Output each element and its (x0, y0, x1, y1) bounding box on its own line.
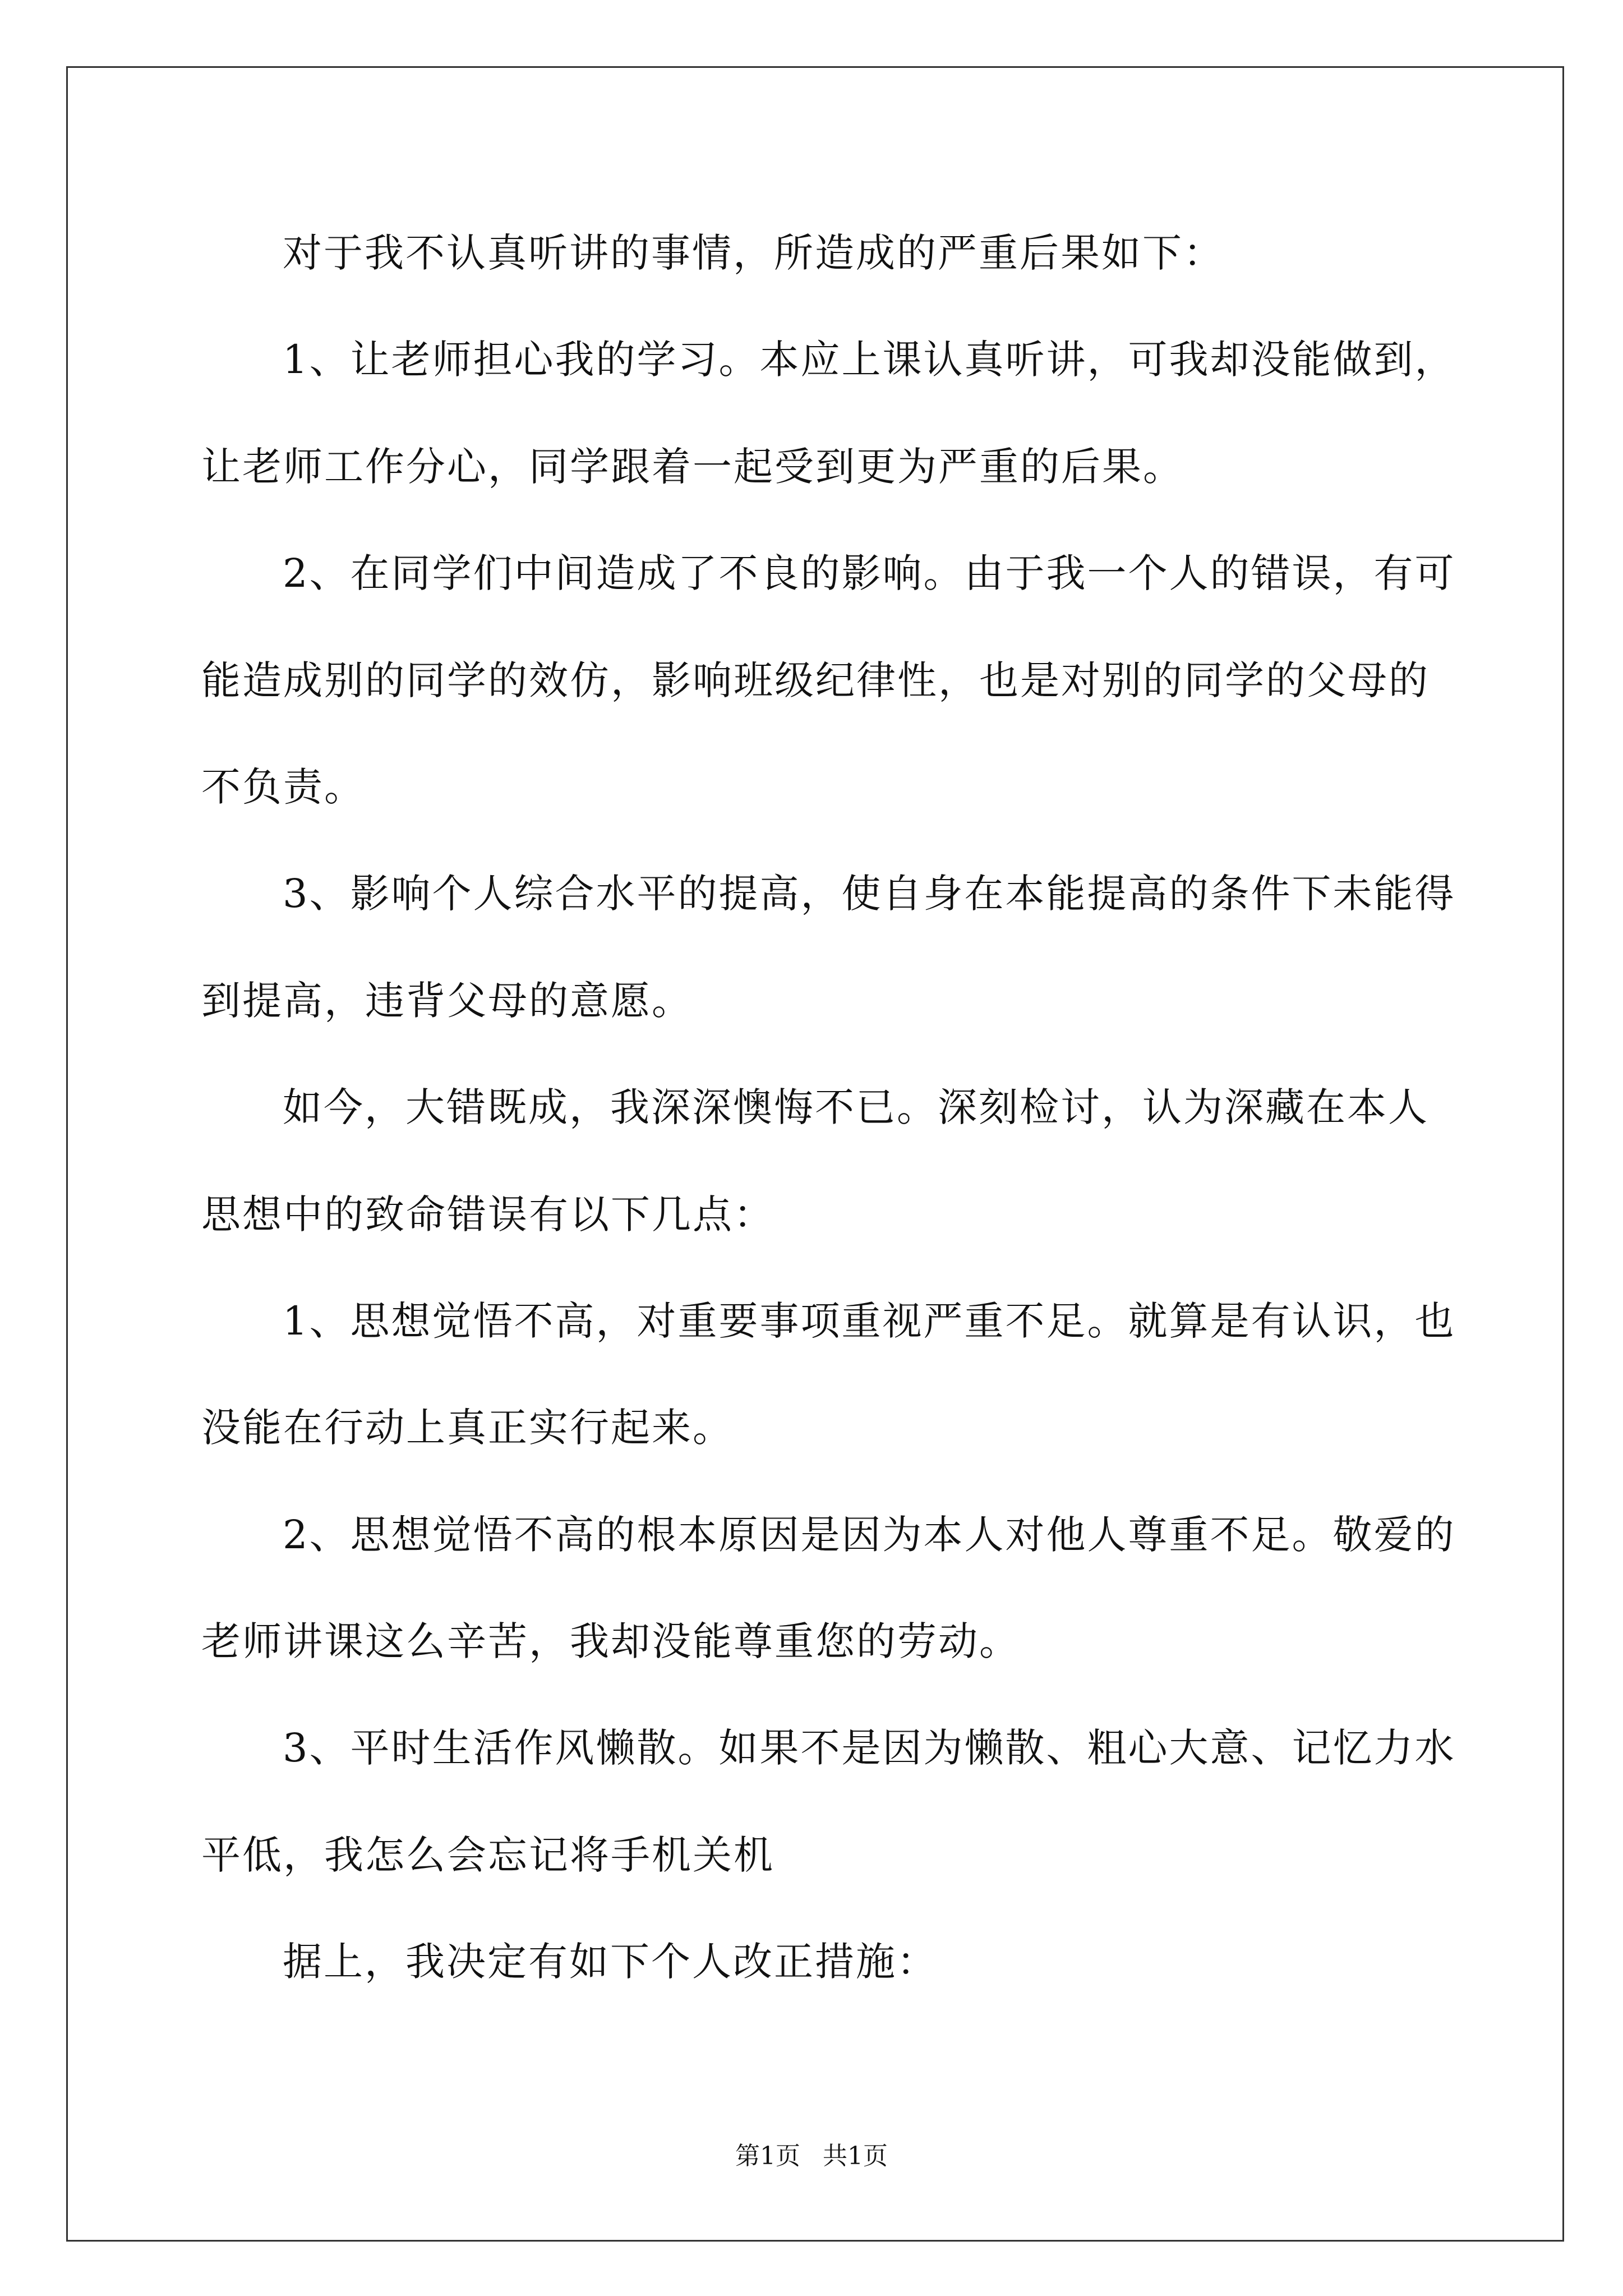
paragraph (201, 1481, 1508, 1695)
paragraph-line: 2、思想觉悟不高的根本原因是因为本人对他人尊重不足。敬爱的 (283, 1511, 1456, 1558)
page-number: 第1页 (735, 2142, 800, 2170)
paragraph-line: 思想中的致命错误有以下几点： (201, 1191, 774, 1237)
paragraph-line: 对于我不认真听讲的事情，所造成的严重后果如下： (283, 230, 1224, 276)
page-total: 共1页 (823, 2142, 888, 2170)
paragraph (201, 1908, 1508, 2015)
page-footer (0, 2141, 1623, 2172)
paragraph-line: 如今，大错既成，我深深懊悔不已。深刻检讨，认为深藏在本人 (283, 1084, 1429, 1131)
paragraph (201, 306, 1508, 520)
paragraph (201, 520, 1508, 840)
paragraph-line: 到提高，违背父母的意愿。 (201, 977, 693, 1024)
paragraph-line: 3、平时生活作风懒散。如果不是因为懒散、粗心大意、记忆力水 (283, 1725, 1456, 1772)
paragraph-line: 不负责。 (201, 763, 365, 810)
paragraph (201, 1268, 1508, 1481)
paragraph (201, 1054, 1508, 1268)
paragraph-line: 让老师工作分心，同学跟着一起受到更为严重的后果。 (201, 443, 1184, 490)
paragraph-line: 2、在同学们中间造成了不良的影响。由于我一个人的错误，有可 (283, 550, 1456, 597)
document-body (201, 200, 1508, 2016)
paragraph-line: 1、让老师担心我的学习。本应上课认真听讲，可我却没能做到， (283, 337, 1456, 383)
paragraph-line: 平低，我怎么会忘记将手机关机 (201, 1832, 774, 1878)
paragraph-line: 没能在行动上真正实行起来。 (201, 1405, 734, 1451)
paragraph-line: 3、影响个人综合水平的提高，使自身在本能提高的条件下未能得 (283, 871, 1456, 917)
paragraph-line: 能造成别的同学的效仿，影响班级纪律性，也是对别的同学的父母的 (201, 657, 1430, 703)
paragraph (201, 200, 1508, 306)
paragraph-line: 老师讲课这么辛苦，我却没能尊重您的劳动。 (201, 1618, 1020, 1665)
paragraph-line: 1、思想觉悟不高，对重要事项重视严重不足。就算是有认识，也 (283, 1297, 1456, 1344)
paragraph (201, 1695, 1508, 1908)
paragraph (201, 840, 1508, 1054)
paragraph-line: 据上，我决定有如下个人改正措施： (283, 1939, 938, 1985)
